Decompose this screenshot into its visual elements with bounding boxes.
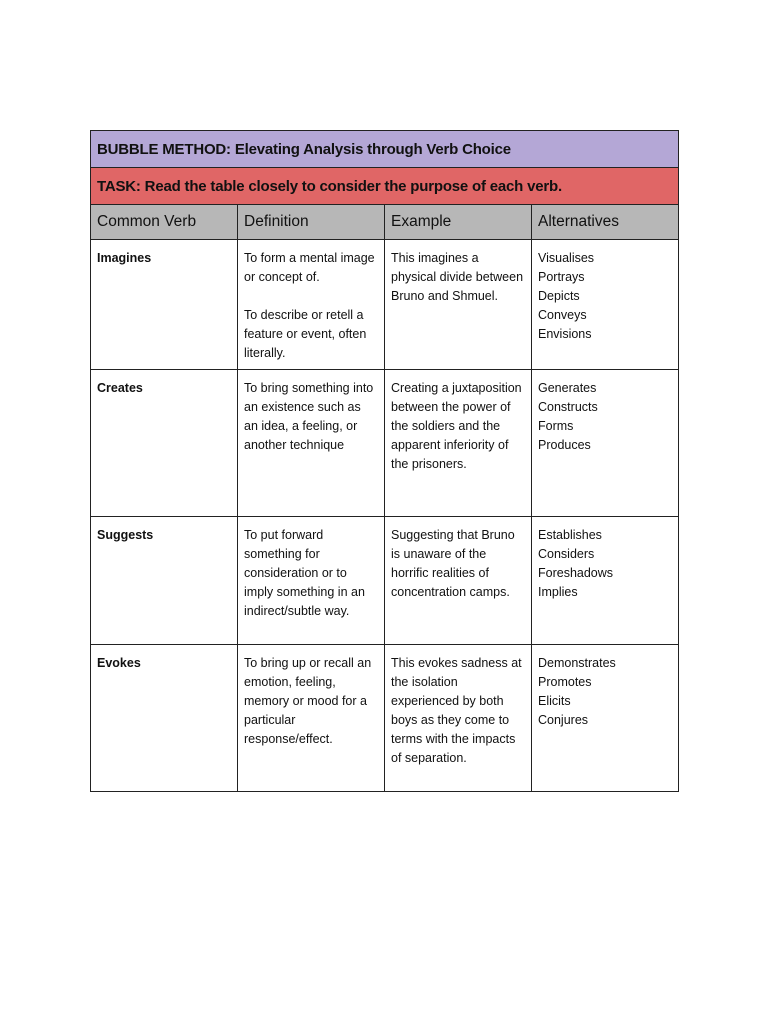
definition-gap — [244, 287, 378, 306]
definition-cell: To bring up or recall an emotion, feeling, memory or mood for a particular response/effect. — [238, 645, 385, 792]
header-common-verb: Common Verb — [91, 205, 238, 240]
table-row — [91, 645, 679, 792]
example-cell: Creating a juxtaposition between the power of the soldiers and the apparent inferiority of the prisoners. — [385, 370, 532, 517]
table-row — [91, 240, 679, 370]
verb-cell: Evokes — [91, 645, 238, 792]
verb-cell: Suggests — [91, 517, 238, 645]
alternative-item: Envisions — [538, 327, 592, 341]
example-cell: This evokes sadness at the isolation experienced by both boys as they come to terms with the impacts of separation. — [385, 645, 532, 792]
title-row — [91, 131, 679, 168]
alternative-item: Visualises — [538, 251, 595, 265]
alternative-item: Constructs — [538, 400, 598, 414]
table-row — [91, 517, 679, 645]
verb-cell: Imagines — [91, 240, 238, 370]
table-title: BUBBLE METHOD: Elevating Analysis through Verb Choice — [91, 131, 679, 168]
verb-table — [90, 130, 679, 792]
alternatives-cell — [532, 645, 679, 792]
definition-text: To describe or retell a feature or event, often literally. — [244, 308, 367, 360]
definition-text: To form a mental image or concept of. — [244, 251, 375, 284]
alternative-item: Elicits — [538, 694, 571, 708]
alternatives-cell — [532, 517, 679, 645]
header-example: Example — [385, 205, 532, 240]
alternative-item: Produces — [538, 438, 591, 452]
alternative-item: Foreshadows — [538, 566, 614, 580]
header-definition: Definition — [238, 205, 385, 240]
task-instruction: TASK: Read the table closely to consider the purpose of each verb. — [91, 168, 679, 205]
alternatives-cell — [532, 370, 679, 517]
alternative-item: Forms — [538, 419, 574, 433]
alternative-item: Depicts — [538, 289, 580, 303]
alternative-item: Considers — [538, 547, 595, 561]
alternative-item: Implies — [538, 585, 578, 599]
alternative-item: Conveys — [538, 308, 587, 322]
definition-cell: To bring something into an existence such as an idea, a feeling, or another technique — [238, 370, 385, 517]
example-cell: Suggesting that Bruno is unaware of the horrific realities of concentration camps. — [385, 517, 532, 645]
alternative-item: Establishes — [538, 528, 602, 542]
definition-cell: To put forward something for consideration or to imply something in an indirect/subtle way. — [238, 517, 385, 645]
verb-cell: Creates — [91, 370, 238, 517]
alternative-item: Portrays — [538, 270, 585, 284]
header-alternatives: Alternatives — [532, 205, 679, 240]
verb-choice-sheet — [90, 130, 678, 792]
example-cell: This imagines a physical divide between Bruno and Shmuel. — [385, 240, 532, 370]
alternative-item: Conjures — [538, 713, 589, 727]
alternative-item: Demonstrates — [538, 656, 616, 670]
alternatives-cell — [532, 240, 679, 370]
header-row — [91, 205, 679, 240]
definition-cell — [238, 240, 385, 370]
table-row — [91, 370, 679, 517]
alternative-item: Generates — [538, 381, 597, 395]
alternative-item: Promotes — [538, 675, 592, 689]
task-row — [91, 168, 679, 205]
